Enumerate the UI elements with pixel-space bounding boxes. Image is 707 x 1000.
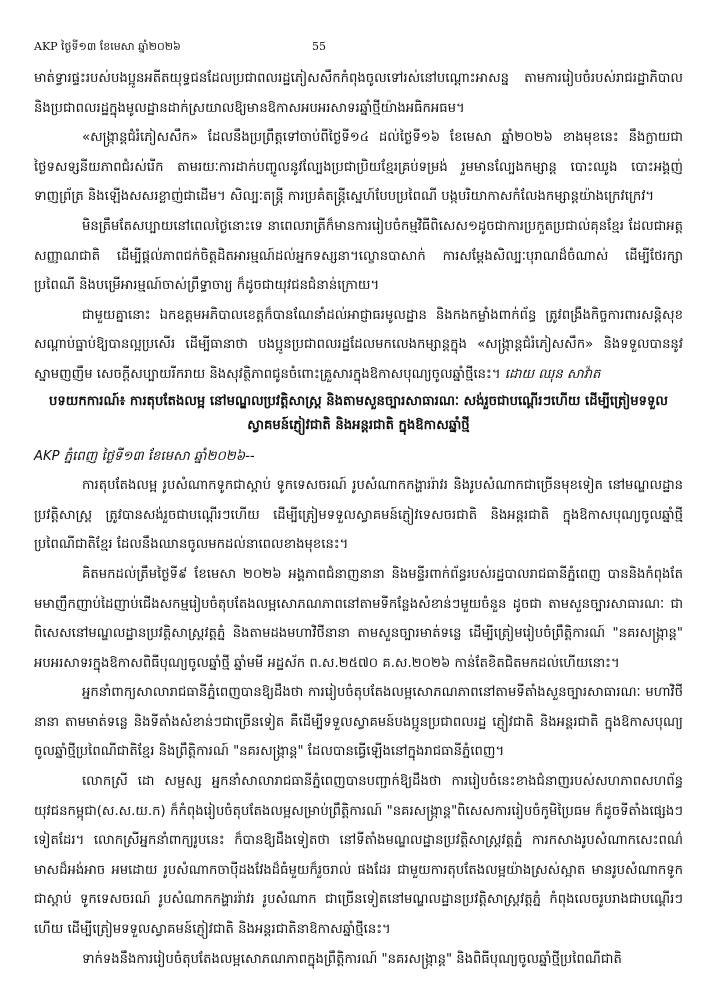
article2-paragraph-1: ការតុបតែងលម្អ រូបសំណាកទូកជាស្ដាប់ ទូកទេសចរណ៍ រូបសំណាកកង្ហាររ៉ាវរ និងរូបសំណាកជាច្រើនមុខទៀត នៅមណ្ឌលដ្ឋានប្រវត្តិសាស្ត្រ ត្រូវបានសង់រួចជាបណ្តើរៗហើយ ដើម្បីត្រៀមទទួលស្វាគមន៍ភ្ញៀវទេសចរជាតិ និងអន្តរជាតិ ក្នុងឱកាសបុណ្យចូលឆ្នាំថ្មី ប្រពៃណីជាតិខ្មែរ ដែលនឹងឈានចូលមកដល់នាពេលខាងមុខនេះ។ bbox=[34, 478, 683, 553]
article2-paragraph-3: អ្នកនាំពាក្យសាលារាជធានីភ្នំពេញបានឱ្យដឹងថា ការរៀបចំតុបតែងលម្អសោភណភាពនៅតាមទីតាំងសួនច្បារសាធារណៈ មហាវិថីនានា តាមមាត់ទន្លេ និងទីតាំងសំខាន់ៗជាច្រើនទៀត គឺដើម្បីទទួលស្វាគមន៍បងប្អូនប្រជាពលរដ្ឋ ភ្ញៀវជាតិ និងអន្តរជាតិ ក្នុងឱកាសបុណ្យចូលឆ្នាំថ្មីប្រពៃណីជាតិខ្មែរ និងព្រឹត្តិការណ៍ "នគរសង្រ្កាន្ត" ដែលបានធ្វើឡើងនៅក្នុងរាជធានីភ្នំពេញ។ bbox=[34, 685, 683, 760]
article1-paragraph-3: មិនត្រឹមតែសប្បាយនៅពេលថ្ងៃនោះទេ នាពេលរាត្រីក៏មានការរៀបចំកម្មវិធីពិសេស១ដូចជាការប្រកួតប្រជាល់គុនខ្មែរ ដែលជាអត្តសញ្ញាណជាតិ ដើម្បីផ្តល់ភាពជក់ចិត្តដិតអារម្មណ៍ដល់អ្នកទស្សនា។ល្ខោនបាសាក់ ការសម្តែងសិល្បៈបុរាណដ៏ចំណាស់ ដើម្បីថែរក្សាប្រពៃណី និងបម្រើអារម្មណ៍ចាស់ព្រឹទ្ធាចារ្យ ក៏ដូចជាយុវជនជំនាន់ក្រោយ។ bbox=[34, 218, 683, 294]
header-date-label: AKP ថ្ងៃទី១៣ ខែមេសា ឆ្នាំ២០២៦ bbox=[34, 40, 181, 53]
article2-title: បទយកការណ៍៖ ការតុបតែងលម្អ នៅមណ្ឌលប្រវត្តិសាស្ត្រ និងតាមសួនច្បារសាធារណៈ សង់រួចជាបណ្តើរៗហើយ ដើម្បីត្រៀមទទួលស្វាគមន៍ភ្ញៀវជាតិ និងអន្តរជាតិ ក្នុងឱកាសឆ្នាំថ្មី bbox=[49, 393, 668, 433]
article1-paragraph-4-text: ជាមួយគ្នានោះ ឯកឧត្តមអភិបាលខេត្តក៏បានណែនាំដល់អាជ្ញាធរមូលដ្ឋាន និងកងកម្លាំងពាក់ព័ន្ធ ត្រូវពង្រឹងកិច្ចការពារសន្តិសុខ សណ្តាប់ធ្នាប់ឱ្យបានល្អប្រសើរ ដើម្បីធានាថា បងប្អូនប្រជាពលរដ្ឋដែលមកលេងកម្សាន្តក្នុង «សង្ក្រាន្តជំរំភៀសសឹក» និងទទួលបាននូវស្នាមញញឹម សេចក្តីសប្បាយរីករាយ និងសុវត្ថិភាពជូនចំពោះគ្រួសារក្នុងឱកាសបុណ្យចូលឆ្នាំថ្មីនេះ។ bbox=[34, 307, 683, 382]
page-number: 55 bbox=[312, 40, 326, 53]
article2-paragraph-2: គិតមកដល់ត្រឹមថ្ងៃទី៩ ខែមេសា ២០២៦ អង្គភាពជំនាញនានា និងមន្ទីរពាក់ព័ន្ធរបស់រដ្ឋបាលរាជធានីភ្នំពេញ បាននិងកំពុងតែមមាញឹកញាប់ដៃញាប់ជើងសកម្មរៀបចំតុបតែងលម្អសោភណភាពនៅតាមទីកន្លែងសំខាន់ៗមួយចំនួន ដូចជា តាមសួនច្បារសាធារណៈ ជាពិសេសនៅមណ្ឌលដ្ឋានប្រវត្តិសាស្ត្រវត្តភ្នំ និងតាមដងមហាវិថីនានា តាមសួនច្បារមាត់ទន្លេ ដើម្បីត្រៀមរៀបចំព្រឹត្តិការណ៍ "នគរសង្រ្កាន្ត" អបអរសាទរក្នុងឱកាសពិធីបុណ្យចូលឆ្នាំថ្មី ឆ្នាំមមី អដ្ឋស័ក ព.ស.២៥៧០ គ.ស.២០២៦ កាន់តែខិតជិតមកដល់ហើយនោះ។ bbox=[34, 566, 683, 671]
article2-dateline: AKP ភ្នំពេញ ថ្ងៃទី១៣ ខែមេសា ឆ្នាំ២០២៦-- bbox=[34, 448, 255, 464]
page-header bbox=[34, 40, 683, 56]
article1-paragraph-4 bbox=[34, 301, 683, 390]
article1-byline: ដោយ ឈុន សាវ៉ាត bbox=[504, 366, 601, 382]
article2-paragraph-4: លោកស្រី ដោ សម្ផស្ស អ្នកនាំសាលារាជធានីភ្នំពេញបានបញ្ជាក់ឱ្យដឹងថា ការរៀបចំនេះខាងជំនាញរបស់សហភាពសហព័ន្ធយុវជនកម្ពុជា(ស.ស.យ.ក) ក៏កំពុងរៀបចំតុបតែងលម្អសម្រាប់ព្រឹត្តិការណ៍ "នគរសង្រ្កាន្ត"ពិសេសការរៀបចំកូមិប្រៃធម ក៏ដូចទីតាំងផ្សេងៗទៀតដែរ។ លោកស្រីអ្នកនាំពាក្យរូបនេះ ក៏បានឱ្យដឹងទៀតថា នៅទីតាំងមណ្ឌលដ្ឋានប្រវត្តិសាស្ត្រវត្តភ្នំ ការកសាងរូបសំណាកសេះពណ៌មាសដ៏អង់អាច អមដោយ រូបសំណាកចាប៉ីដងវែងដ៏ធំមួយក៏រួចរាល់ ផងដែរ ជាមួយការតុបតែងលម្អយ៉ាងស្រស់ស្អាត មានរូបសំណាកទូកជាស្ដាប់ ទូកទេសចរណ៍ រូបសំណាកកង្ហាររ៉ាវរ រូបសំណាក ជាច្រើនទៀតនៅមណ្ឌលដ្ឋានប្រវត្តិសាស្ត្រវត្តភ្នំ កំពុងលេចរូបរាងជាបណ្តើរៗហើយ ដើម្បីត្រៀមទទួលស្វាគមន៍ភ្ញៀវជាតិ និងអន្តរជាតិនាឱកាសឆ្នាំថ្មីនេះ។ bbox=[34, 774, 683, 938]
article1-paragraph-2: «សង្ក្រាន្តជំរំភៀសសឹក» ដែលនឹងប្រព្រឹត្តទៅចាប់ពីថ្ងៃទី១៤ ដល់ថ្ងៃទី១៦ ខែមេសា ឆ្នាំ២០២៦ ខាងមុខនេះ នឹងក្លាយជាថ្ងៃទសទ្សនីយភាពជំរស់រើក តាមរយៈការដាក់បញ្ចូលនូវល្បែងប្រជាប្រិយខ្មែរគ្រប់ទម្រង់ រួមមានល្បែងកម្សាន្ត បោះឈូង បោះអង្គញ់ ទាញព្រ័ត្រ និងឡើងសសរខ្លាញ់ជាដើម។ សិល្បៈតន្ត្រី ការប្រគំតន្ត្រីស្នេហ៍បែបប្រពៃណី បង្កបរិយាកាសកំលែងកម្សាន្តយ៉ាងក្រេវក្រេវ។ bbox=[34, 130, 683, 205]
document-body bbox=[34, 64, 683, 974]
article1-paragraph-1: មាត់ទ្វារផ្ទះរបស់បងប្អូនអតីតយុទ្ធជនដែលប្រជាពលរដ្ឋភៀសសឹកកំពុងចូលទៅរស់នៅបណ្តោះអាសន្ន តាមការរៀបចំរបស់រាជរដ្ឋាភិបាល និងប្រជាពលរដ្ឋក្នុងមូលដ្ឋានដាក់ស្រយាលឱ្យមានឱកាសអបអរសាទរឆ្នាំថ្មីយ៉ាងអធិកអធម។ bbox=[34, 71, 683, 116]
article2-paragraph-5: ទាក់ទងនឹងការរៀបចំតុបតែងលម្អសោភណភាពក្នុងព្រឹត្តិការណ៍ "នគរសង្រ្កាន្ត" និងពិធីបុណ្យចូលឆ្នាំថ្មីប្រពៃណីជាតិ bbox=[82, 951, 622, 967]
